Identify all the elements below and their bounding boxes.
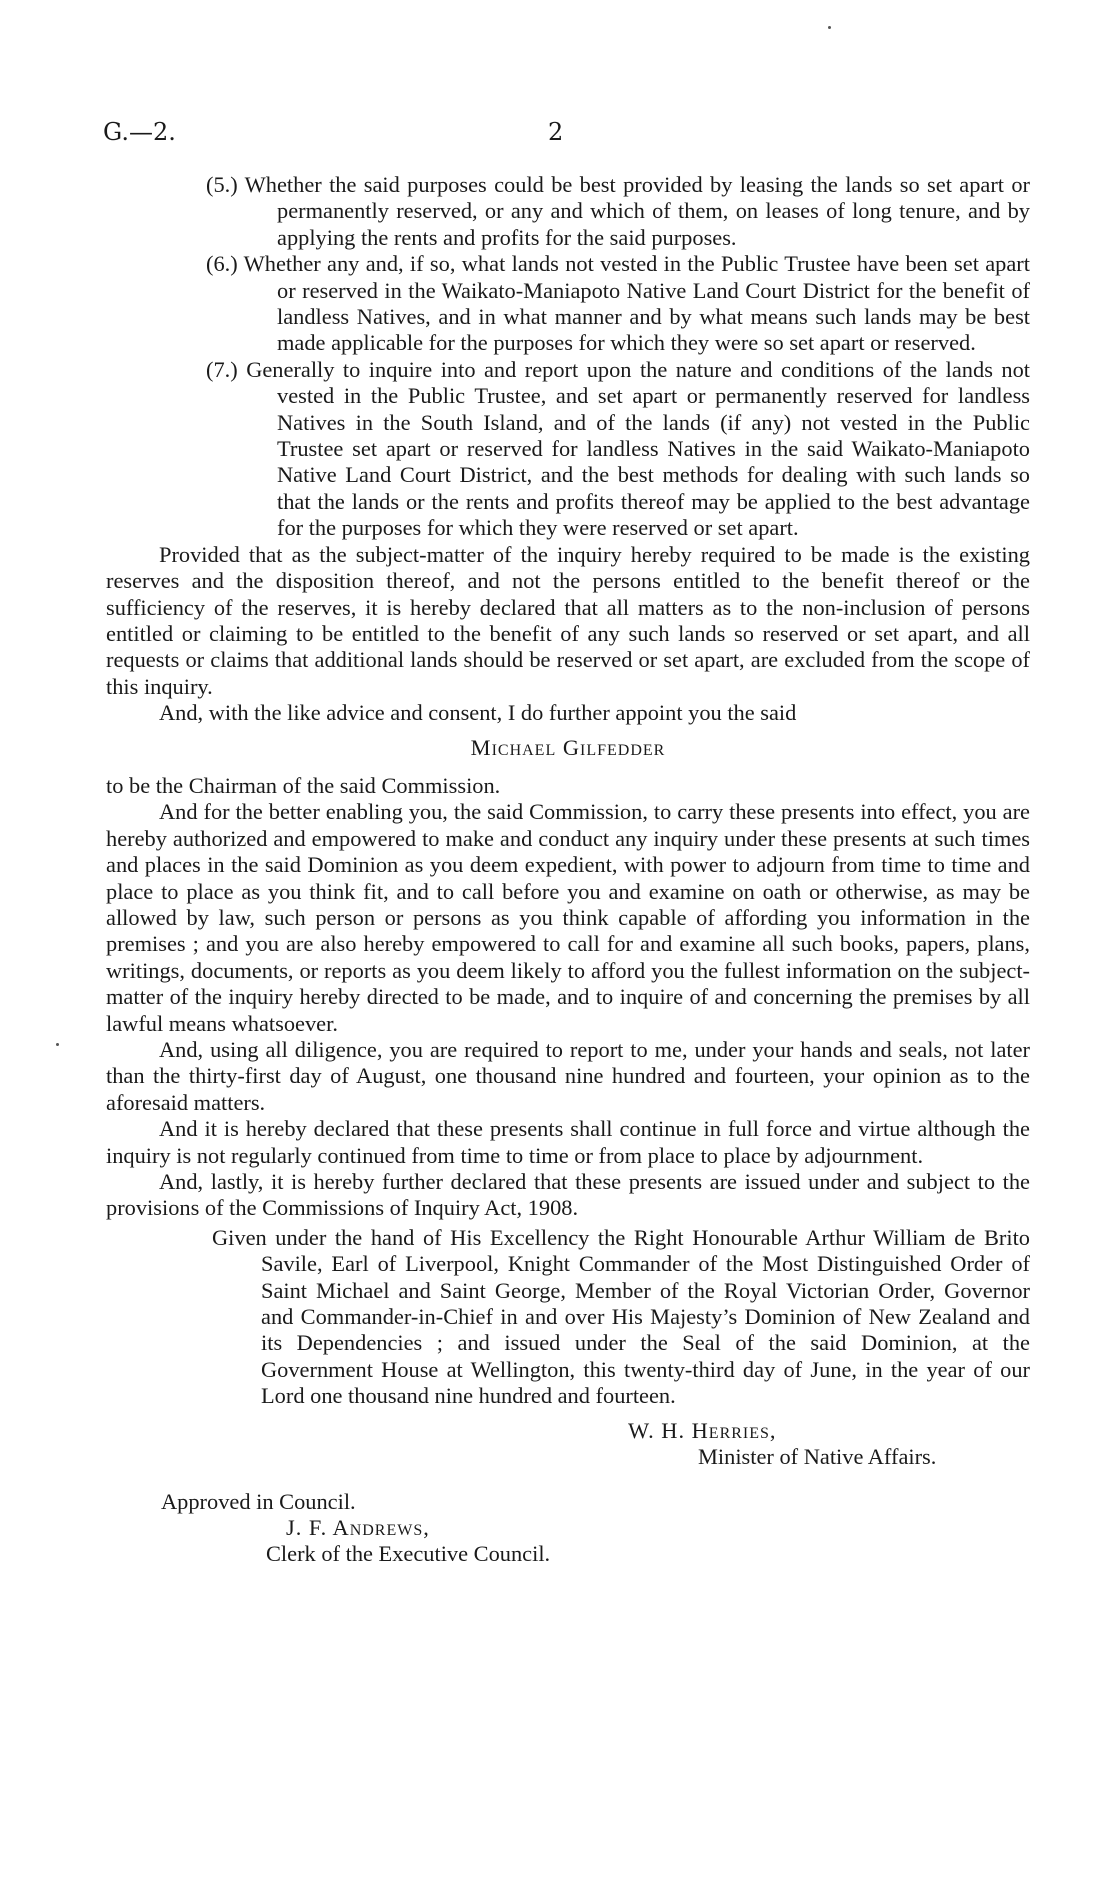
chairman-role: to be the Chairman of the said Commission.	[106, 772, 501, 798]
powers-paragraph: And for the better enabling you, the said Commission, to carry these presents into effect, you are hereby authorized and empowered to make and conduct any inquiry under these presents at such times and places in the said Dominion as you deem expedient, with power to adjourn from time to time and place to place as you think fit, and to call before you and examine on oath or otherwise, as may be allowed by law, such person or persons as you think capable of affording you information in the premises ; and you are also hereby empowered to call for and examine all such books, papers, plans, writings, documents, or reports as you deem likely to afford you the fullest information on the subject-matter of the inquiry hereby directed to be made, and to inquire of and concerning the premises by all lawful means whatsoever.	[106, 799, 1030, 1036]
appointment-paragraph: And, with the like advice and consent, I do further appoint you the said	[159, 700, 797, 726]
section-reference: G.—2.	[103, 118, 176, 146]
minister-signature	[106, 1418, 1030, 1471]
report-paragraph: And, using all diligence, you are required to report to me, under your hands and seals, not later than the thirty-first day of August, one thousand nine hundred and fourteen, your opinion as to the aforesaid matters.	[106, 1037, 1030, 1115]
list-item	[106, 172, 1030, 251]
list-item	[106, 357, 1030, 542]
item-number: (6.)	[206, 251, 238, 277]
proviso-paragraph: Provided that as the subject-matter of the inquiry hereby required to be made is the existing reserves and the disposition thereof, and not the persons entitled to the benefit thereof or the sufficiency of the reserves, it is hereby declared that all matters as to the non-inclusion of persons entitled or claiming to be entitled to the benefit of any such lands so reserved or set apart, and all requests or claims that additional lands should be reserved or set apart, are excluded from the scope of this inquiry.	[106, 541, 1030, 699]
council-approval	[106, 1489, 1030, 1568]
page-number: 2	[548, 118, 564, 146]
item-text: Generally to inquire into and report upon the nature and conditions of the lands not vested in the Public Trustee, and set apart or permanently reserved for landless Natives in the South Island, and of the lands (if any) not vested in the Public Trustee set apart or reserved for landless Natives in the said Waikato-Maniapoto Native Land Court District, and the best methods for dealing with such lands so that the lands or the rents and profits thereof may be applied to the best advantage for the purposes for which they were reserved or set apart.	[246, 356, 1030, 541]
minister-title: Minister of Native Affairs.	[698, 1444, 937, 1470]
item-number: (5.)	[206, 172, 238, 197]
scan-speck	[828, 26, 831, 29]
approval-line: Approved in Council.	[161, 1488, 356, 1514]
document-body	[106, 172, 1030, 1568]
chairman-name: Michael Gilfedder	[470, 734, 666, 760]
minister-name: W. H. Herries,	[628, 1417, 777, 1443]
item-number: (7.)	[206, 356, 238, 382]
list-item	[106, 251, 1030, 357]
given-under-paragraph: Given under the hand of His Excellency the Right Honourable Arthur William de Brito Savile, Earl of Liverpool, Knight Commander of the Most Distinguished Order of Saint Michael and Saint George, Member of the Royal Victorian Order, Governor and Commander-in-Chief in and over His Majesty’s Dominion of New Zealand and its Dependencies ; and issued under the Seal of the said Dominion, at the Government House at Wellington, this twenty-third day of June, in the year of our Lord one thousand nine hundred and fourteen.	[212, 1224, 1030, 1409]
item-text: Whether the said purposes could be best provided by leasing the lands so set apart or permanently reserved, or any and which of them, on leases of long tenure, and by applying the rents and profits for the said purposes.	[244, 172, 1030, 250]
continuation-paragraph: And it is hereby declared that these presents shall continue in full force and virtue although the inquiry is not regularly continued from time to time or from place to place by adjournment.	[106, 1116, 1030, 1168]
clerk-name: J. F. Andrews,	[286, 1514, 430, 1540]
scan-speck	[56, 1043, 59, 1046]
clerk-title: Clerk of the Executive Council.	[266, 1541, 551, 1567]
item-text: Whether any and, if so, what lands not vested in the Public Trustee have been set apart or reserved in the Waikato-Maniapoto Native Land Court District for the benefit of landless Natives, and in what manner and by what means such lands may be best made applicable for the purposes for which they were so set apart or reserved.	[243, 251, 1030, 356]
lastly-paragraph: And, lastly, it is hereby further declared that these presents are issued under and subject to the provisions of the Commissions of Inquiry Act, 1908.	[106, 1169, 1030, 1221]
